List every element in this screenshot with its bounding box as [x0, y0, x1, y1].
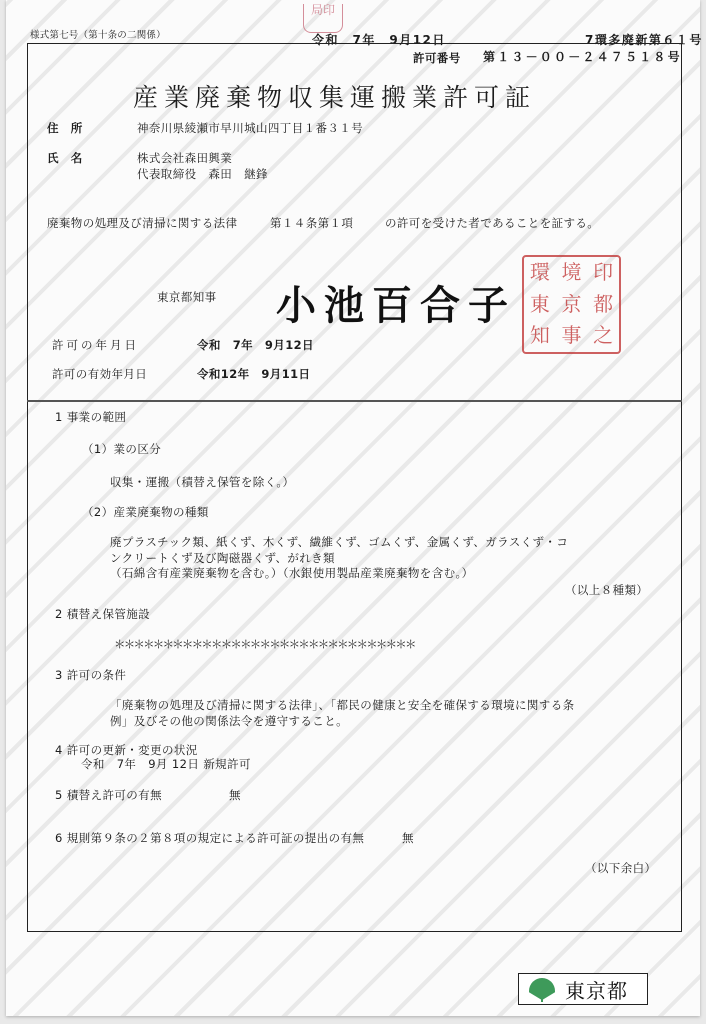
seal-char: 環	[529, 260, 550, 284]
document-title: 産業廃棄物収集運搬業許可証	[133, 83, 537, 112]
waste-types-count: （以上８種類）	[565, 583, 649, 597]
closing-remark: （以下余白）	[585, 861, 657, 875]
form-label: 様式第七号（第十条の二関係）	[30, 30, 166, 41]
official-seal-stamp	[522, 255, 621, 354]
section-3-heading: 3 許可の条件	[55, 668, 127, 682]
company-name: 株式会社森田興業	[137, 151, 233, 165]
seal-char: 知	[529, 323, 550, 348]
certificate-submission-value: 無	[402, 831, 414, 845]
section-6-heading: 6 規則第９条の２第８項の規定による許可証の提出の有無	[55, 831, 365, 845]
seal-char: 京	[561, 291, 582, 316]
section-1-2-heading: （2）産業廃棄物の種類	[82, 505, 209, 519]
renewal-status-value: 令和 7年 9月 12日 新規許可	[81, 757, 251, 771]
top-seal-stamp: 局印	[303, 4, 343, 33]
certification-text: の許可を受けた者であることを証する。	[385, 216, 600, 230]
expiry-date: 令和12年 9月11日	[197, 367, 311, 381]
permit-date-label: 許可の年月日	[52, 338, 139, 352]
waste-types-line-3: （石綿含有産業廃棄物を含む。）（水銀使用製品産業廃棄物を含む。）	[110, 566, 474, 580]
permit-number: 第１３－００－２４７５１８号	[483, 50, 682, 64]
seal-char: 都	[593, 291, 614, 316]
seal-char: 境	[561, 260, 582, 284]
name-label: 氏 名	[47, 151, 83, 165]
permit-date: 令和 7年 9月12日	[197, 338, 314, 352]
transfer-permit-value: 無	[229, 788, 241, 802]
seal-char: 之	[593, 323, 614, 348]
seal-char: 東	[529, 291, 550, 316]
reference-number: 7環多廃新第６１号	[585, 33, 703, 47]
permit-number-label: 許可番号	[413, 51, 461, 65]
logo-text: 東京都	[565, 978, 628, 1003]
section-2-heading: 2 積替え保管施設	[55, 607, 151, 621]
section-1-heading: 1 事業の範囲	[55, 410, 127, 424]
section-1-1-heading: （1）業の区分	[82, 442, 162, 456]
governor-title: 東京都知事	[157, 290, 217, 304]
governor-signature: 小池百合子	[276, 282, 516, 329]
waste-types-line-1: 廃プラスチック類、紙くず、木くず、繊維くず、ゴムくず、金属くず、ガラスくず・コ	[110, 535, 569, 549]
conditions-line-2: 例」及びその他の関係法令を遵守すること。	[110, 714, 348, 728]
waste-types-line-2: ンクリートくず及び陶磁器くず、がれき類	[110, 551, 335, 565]
business-category-value: 収集・運搬（積替え保管を除く。）	[110, 475, 295, 489]
conditions-line-1: 「廃棄物の処理及び清掃に関する法律」、「都民の健康と安全を確保する環境に関する条	[110, 698, 575, 712]
representative-name: 代表取締役 森田 継鋒	[137, 167, 268, 181]
seal-char: 事	[561, 323, 582, 348]
issue-date: 令和 7年 9月12日	[312, 33, 446, 47]
section-5-heading: 5 積替え許可の有無	[55, 788, 162, 802]
storage-facility-value: ＊＊＊＊＊＊＊＊＊＊＊＊＊＊＊＊＊＊＊＊＊＊＊＊＊＊＊＊＊＊＊	[114, 637, 415, 651]
seal-char: 印	[593, 260, 614, 284]
tokyo-metropolitan-logo	[518, 973, 648, 1005]
section-divider	[27, 400, 682, 402]
certification-article: 第１４条第１項	[270, 216, 354, 230]
certification-law: 廃棄物の処理及び清掃に関する法律	[47, 216, 238, 230]
address-value: 神奈川県綾瀬市早川城山四丁目１番３１号	[137, 121, 364, 135]
address-label: 住 所	[47, 121, 83, 135]
ginkgo-leaf-icon	[529, 978, 555, 1000]
section-4-heading: 4 許可の更新・変更の状況	[55, 743, 198, 757]
expiry-date-label: 許可の有効年月日	[52, 367, 148, 381]
